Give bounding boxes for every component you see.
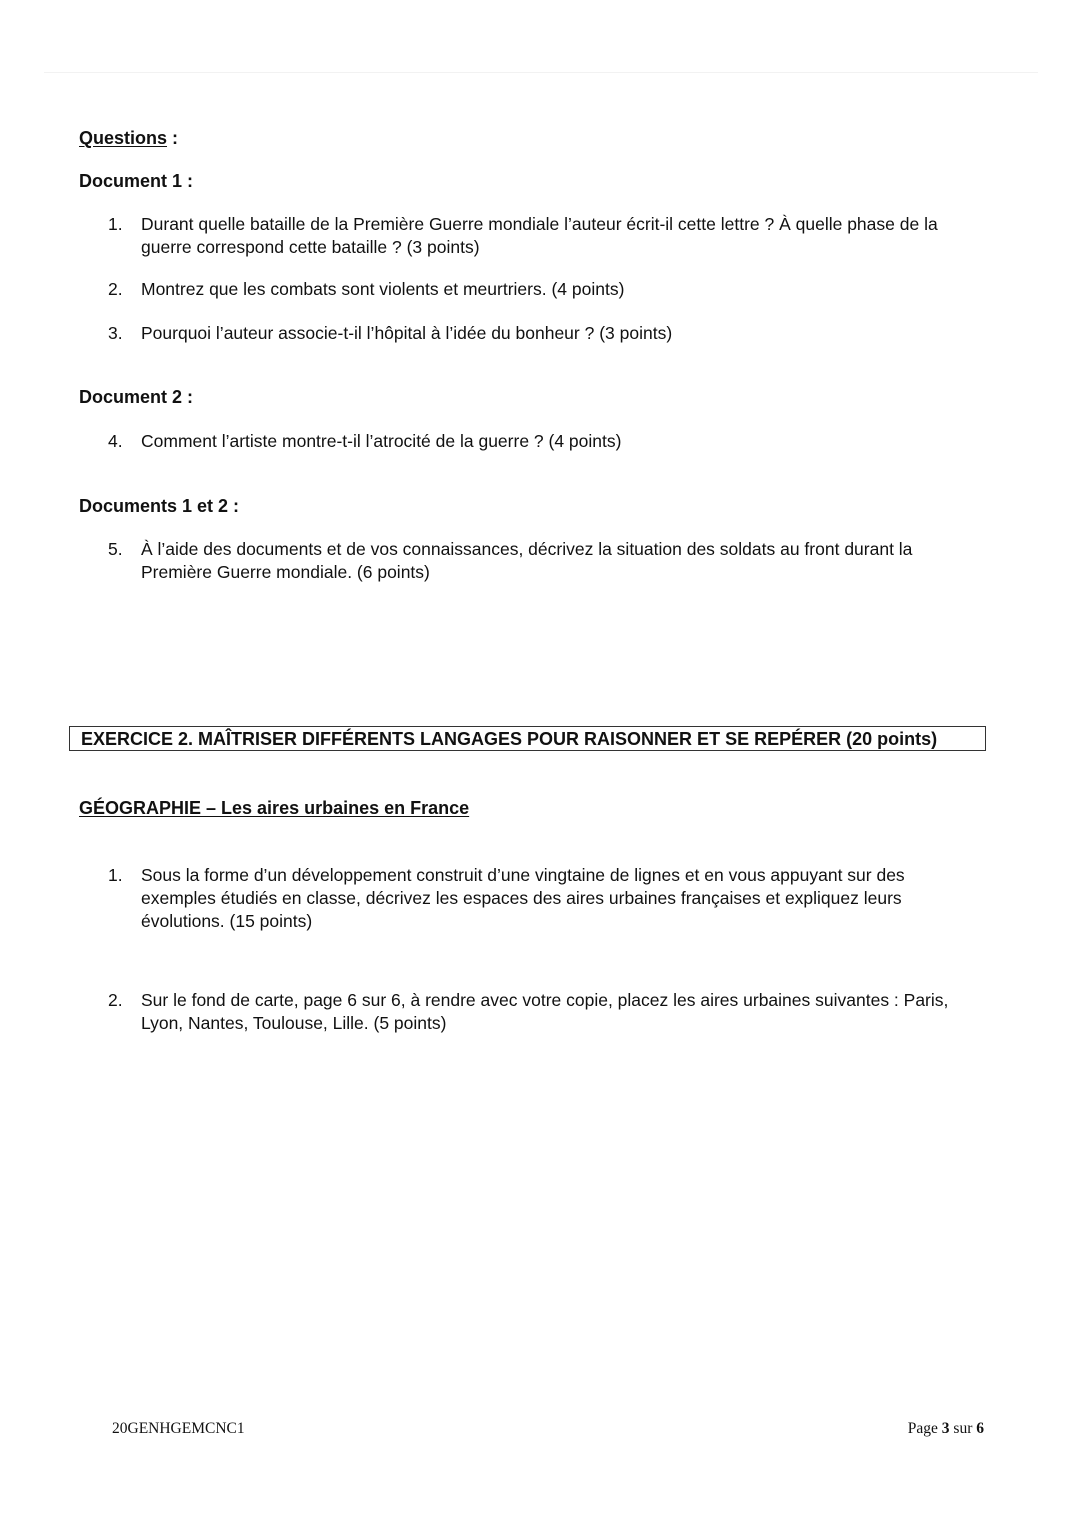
exercise-2-question-1 <box>108 864 968 933</box>
document-2-heading: Document 2 : <box>79 387 194 407</box>
question-text: À l’aide des documents et de vos connaissances, décrivez la situation des soldats au front durant la Première Guerre mondiale. (6 points) <box>141 539 913 582</box>
question-number: 4. <box>108 431 123 451</box>
document-1-heading: Document 1 : <box>79 171 194 191</box>
question-number: 2. <box>108 990 123 1010</box>
footer-exam-code: 20GENHGEMCNC1 <box>112 1420 245 1437</box>
question-number: 5. <box>108 539 123 559</box>
footer-page-of: sur <box>953 1420 973 1437</box>
question-text: Sous la forme d’un développement construit d’une vingtaine de lignes et en vous appuyant sur des exemples étudiés en classe, décrivez les espaces des aires urbaines françaises et expliquez leurs évolutions. (15 points) <box>141 865 905 931</box>
question-text: Comment l’artiste montre-t-il l’atrocité de la guerre ? (4 points) <box>141 431 622 451</box>
footer-page-number <box>908 1419 984 1439</box>
geography-subheading: GÉOGRAPHIE – Les aires urbaines en France <box>79 798 470 818</box>
exercise-2-title: EXERCICE 2. MAÎTRISER DIFFÉRENTS LANGAGES POUR RAISONNER ET SE REPÉRER (20 points) <box>81 729 938 749</box>
question-1 <box>108 213 968 259</box>
question-text: Durant quelle bataille de la Première Guerre mondiale l’auteur écrit-il cette lettre ? À quelle phase de la guerre correspond cette bataille ? (3 points) <box>141 214 938 257</box>
footer-page-word: Page <box>907 1420 938 1437</box>
question-3 <box>108 322 968 345</box>
question-number: 1. <box>108 865 123 885</box>
footer-page-total: 6 <box>976 1420 984 1437</box>
documents-1-and-2-heading: Documents 1 et 2 : <box>79 496 240 516</box>
questions-heading-colon: : <box>167 128 179 148</box>
questions-heading-label: Questions <box>79 128 168 148</box>
question-number: 3. <box>108 323 123 343</box>
question-4 <box>108 430 968 453</box>
page-top-rule <box>44 72 1038 73</box>
exercise-2-title-box <box>69 726 986 751</box>
question-5 <box>108 538 968 584</box>
question-text: Montrez que les combats sont violents et meurtriers. (4 points) <box>141 279 625 299</box>
question-2 <box>108 278 968 301</box>
questions-heading <box>79 127 178 149</box>
question-number: 1. <box>108 214 123 234</box>
footer-page-current: 3 <box>941 1420 950 1437</box>
question-text: Pourquoi l’auteur associe-t-il l’hôpital à l’idée du bonheur ? (3 points) <box>141 323 673 343</box>
exercise-2-question-2 <box>108 989 968 1035</box>
question-number: 2. <box>108 279 123 299</box>
question-text: Sur le fond de carte, page 6 sur 6, à rendre avec votre copie, placez les aires urbaines suivantes : Paris, Lyon, Nantes, Toulouse, Lille. (5 points) <box>141 990 949 1033</box>
